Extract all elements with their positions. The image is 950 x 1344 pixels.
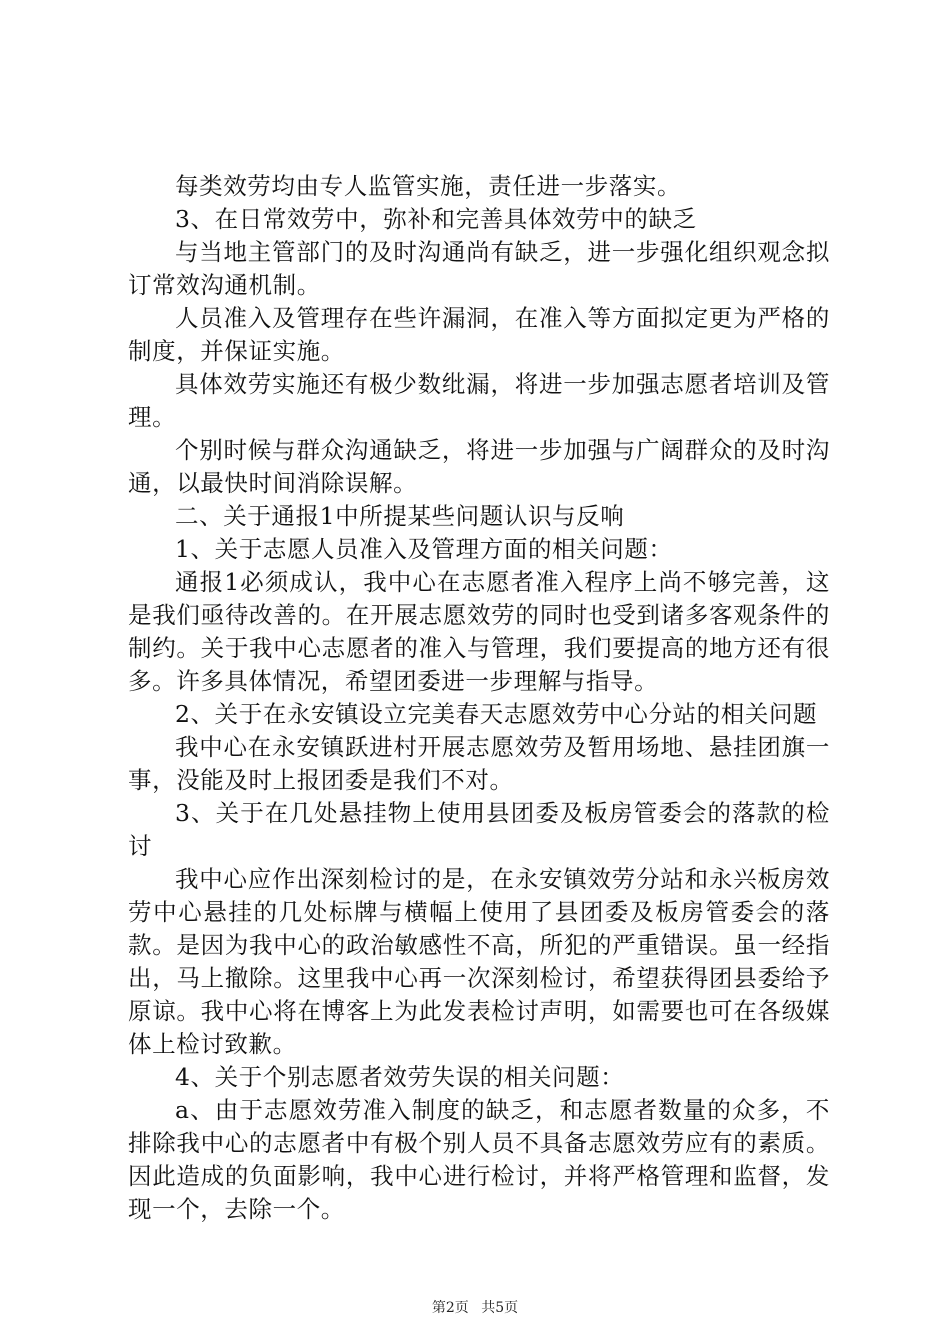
paragraph: 与当地主管部门的及时沟通尚有缺乏，进一步强化组织观念拟订常效沟通机制。	[128, 238, 830, 299]
document-body	[128, 170, 830, 1226]
page-total: 共5页	[481, 1300, 519, 1316]
paragraph: 人员准入及管理存在些许漏洞，在准入等方面拟定更为严格的制度，并保证实施。	[128, 304, 830, 365]
paragraph: 通报1必须成认，我中心在志愿者准入程序上尚不够完善，这是我们亟待改善的。在开展志愿效劳的同时也受到诸多客观条件的制约。关于我中心志愿者的准入与管理，我们要提高的地方还有很多。许多具体情况，希望团委进一步理解与指导。	[128, 568, 830, 695]
page-number: 第2页	[431, 1300, 469, 1316]
page-footer	[0, 1297, 950, 1317]
paragraph: 我中心在永安镇跃进村开展志愿效劳及暂用场地、悬挂团旗一事，没能及时上报团委是我们不对。	[128, 733, 830, 794]
paragraph: 个别时候与群众沟通缺乏，将进一步加强与广阔群众的及时沟通，以最快时间消除误解。	[128, 436, 830, 497]
paragraph: a、由于志愿效劳准入制度的缺乏，和志愿者数量的众多，不排除我中心的志愿者中有极个别人员不具备志愿效劳应有的素质。因此造成的负面影响，我中心进行检讨，并将严格管理和监督，发现一个，去除一个。	[128, 1096, 830, 1223]
section-heading: 3、在日常效劳中，弥补和完善具体效劳中的缺乏	[175, 205, 697, 233]
paragraph: 我中心应作出深刻检讨的是，在永安镇效劳分站和永兴板房效劳中心悬挂的几处标牌与横幅上使用了县团委及板房管委会的落款。是因为我中心的政治敏感性不高，所犯的严重错误。虽一经指出，马上撤除。这里我中心再一次深刻检讨，希望获得团县委给予原谅。我中心将在博客上为此发表检讨声明，如需要也可在各级媒体上检讨致歉。	[128, 865, 830, 1058]
section-heading: 二、关于通报1中所提某些问题认识与反响	[175, 502, 625, 530]
section-heading: 3、关于在几处悬挂物上使用县团委及板房管委会的落款的检讨	[128, 799, 830, 860]
section-heading: 1、关于志愿人员准入及管理方面的相关问题：	[175, 535, 673, 563]
section-heading: 4、关于个别志愿者效劳失误的相关问题：	[175, 1063, 625, 1091]
section-heading: 2、关于在永安镇设立完美春天志愿效劳中心分站的相关问题	[175, 700, 818, 728]
paragraph: 每类效劳均由专人监管实施，责任进一步落实。	[175, 172, 682, 200]
paragraph: 具体效劳实施还有极少数纰漏，将进一步加强志愿者培训及管理。	[128, 370, 830, 431]
